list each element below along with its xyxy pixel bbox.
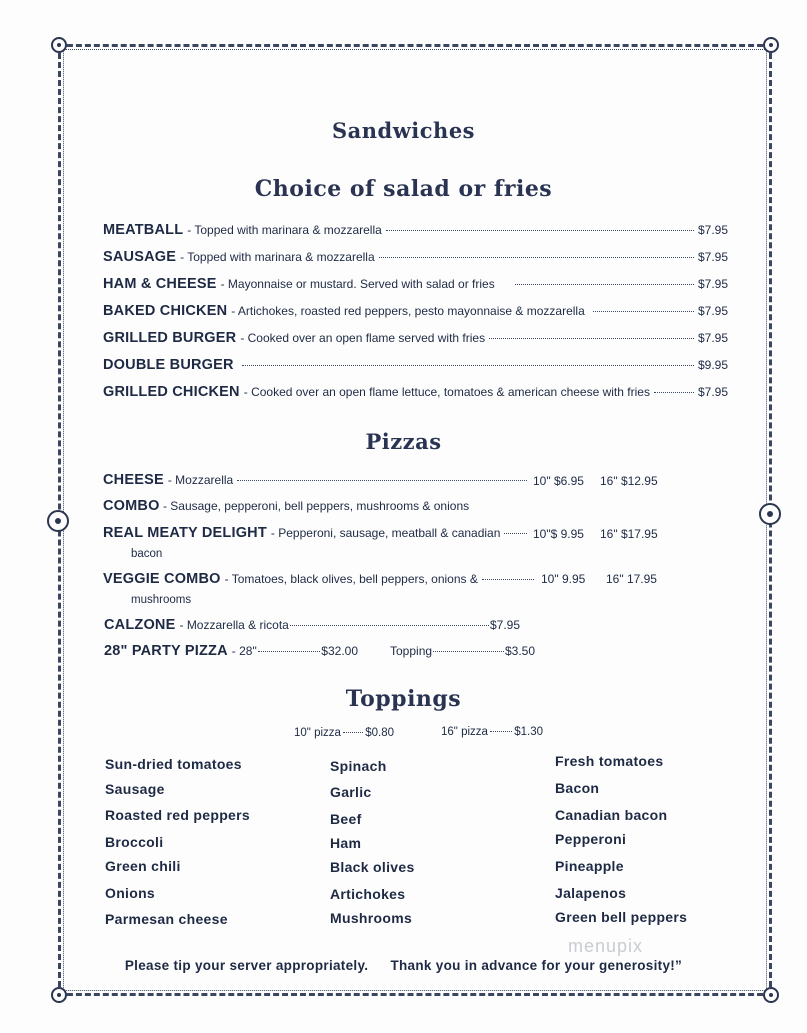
leader-dots bbox=[290, 625, 489, 626]
item-name: COMBO bbox=[103, 498, 160, 514]
topping-item: Parmesan cheese bbox=[105, 911, 228, 927]
item-name: BAKED CHICKEN bbox=[103, 303, 228, 319]
leader-dots bbox=[504, 533, 527, 534]
topping-item: Ham bbox=[330, 835, 362, 851]
topping-item: Sun-dried tomatoes bbox=[105, 756, 242, 772]
menu-item bbox=[103, 249, 728, 265]
topping-item: Pineapple bbox=[555, 858, 624, 874]
item-description: - Cooked over an open flame lettuce, tomatoes & american cheese with fries bbox=[243, 385, 650, 399]
item-description: - Topped with marinara & mozzarella bbox=[180, 250, 375, 264]
item-description: - Tomatoes, black olives, bell peppers, onions & bbox=[224, 572, 478, 586]
corner-knot-icon bbox=[763, 37, 779, 53]
toppings-title: Toppings bbox=[345, 686, 462, 712]
leader-dots bbox=[433, 651, 504, 652]
item-price: $7.95 bbox=[697, 304, 728, 318]
watermark: menupix bbox=[568, 936, 644, 956]
topping-label: Topping bbox=[390, 644, 433, 658]
topping-item: Roasted red peppers bbox=[105, 807, 250, 823]
topping-item: Green chili bbox=[105, 858, 181, 874]
price-16-inch: 16" $12.95 bbox=[600, 474, 658, 488]
pizza-item bbox=[103, 498, 469, 514]
topping-price-16 bbox=[441, 726, 543, 738]
item-description: - Pepperoni, sausage, meatball & canadian bbox=[270, 526, 501, 540]
topping-item: Canadian bacon bbox=[555, 807, 668, 823]
item-name: 28" PARTY PIZZA bbox=[104, 643, 228, 659]
topping-price-line bbox=[390, 644, 535, 658]
topping-item: Mushrooms bbox=[330, 910, 413, 926]
menu-item bbox=[103, 222, 728, 238]
size-price: $1.30 bbox=[514, 726, 543, 738]
topping-price-10 bbox=[294, 727, 394, 739]
item-price: $7.95 bbox=[697, 250, 728, 264]
leader-dots bbox=[379, 257, 694, 258]
topping-item: Spinach bbox=[330, 758, 387, 774]
topping-item: Pepperoni bbox=[555, 831, 627, 847]
leader-dots bbox=[654, 392, 694, 393]
leader-dots bbox=[482, 579, 534, 580]
topping-item: Black olives bbox=[330, 859, 415, 875]
item-price: $32.00 bbox=[321, 644, 358, 658]
item-description: - Mozzarella bbox=[167, 473, 234, 487]
item-description-cont: bacon bbox=[131, 548, 163, 560]
side-knot-icon bbox=[759, 503, 781, 525]
item-name: GRILLED BURGER bbox=[103, 330, 237, 346]
item-description-cont: mushrooms bbox=[131, 594, 192, 606]
menu-item bbox=[103, 303, 728, 319]
corner-knot-icon bbox=[51, 37, 67, 53]
menu-item bbox=[103, 357, 728, 373]
price-10-inch: 10" $6.95 bbox=[533, 474, 584, 488]
pizza-item bbox=[103, 472, 531, 488]
topping-item: Onions bbox=[105, 885, 156, 901]
item-name: CALZONE bbox=[104, 617, 176, 633]
pizza-item bbox=[103, 525, 531, 541]
sandwiches-title: Sandwiches bbox=[331, 118, 476, 143]
item-price: $7.95 bbox=[697, 331, 728, 345]
item-price: $9.95 bbox=[697, 358, 728, 372]
footer-thanks: Thank you in advance for your generosity!” bbox=[390, 958, 683, 973]
item-name: SAUSAGE bbox=[103, 249, 177, 265]
leader-dots bbox=[490, 731, 512, 732]
pizza-item bbox=[104, 643, 358, 659]
leader-dots bbox=[258, 651, 321, 652]
leader-dots bbox=[489, 338, 694, 339]
topping-price: $3.50 bbox=[504, 644, 535, 658]
menu-item bbox=[103, 330, 728, 346]
item-price: $7.95 bbox=[697, 385, 728, 399]
topping-item: Broccoli bbox=[105, 834, 164, 850]
pizza-item bbox=[104, 617, 520, 633]
item-description: - Mayonnaise or mustard. Served with salad or fries bbox=[220, 277, 495, 291]
topping-item: Bacon bbox=[555, 780, 600, 796]
topping-item: Garlic bbox=[330, 784, 372, 800]
price-16-inch: 16" 17.95 bbox=[606, 572, 657, 586]
pizza-item bbox=[103, 571, 538, 587]
item-description: - 28" bbox=[231, 644, 257, 658]
item-price: $7.95 bbox=[697, 277, 728, 291]
price-10-inch: 10"$ 9.95 bbox=[533, 527, 584, 541]
size-label: 10" pizza bbox=[294, 727, 341, 739]
footer-note bbox=[0, 958, 807, 973]
side-knot-icon bbox=[47, 510, 69, 532]
item-name: VEGGIE COMBO bbox=[103, 571, 221, 587]
menu-item bbox=[103, 384, 728, 400]
item-name: GRILLED CHICKEN bbox=[103, 384, 240, 400]
item-price: $7.95 bbox=[489, 618, 520, 632]
topping-item: Beef bbox=[330, 811, 362, 827]
leader-dots bbox=[386, 230, 694, 231]
item-description: - Topped with marinara & mozzarella bbox=[187, 223, 382, 237]
topping-item: Green bell peppers bbox=[555, 909, 688, 925]
item-name: MEATBALL bbox=[103, 222, 184, 238]
item-description: - Sausage, pepperoni, bell peppers, mushrooms & onions bbox=[162, 499, 470, 513]
item-name: CHEESE bbox=[103, 472, 164, 488]
leader-dots bbox=[242, 365, 694, 366]
pizzas-title: Pizzas bbox=[365, 429, 442, 454]
size-label: 16" pizza bbox=[441, 726, 488, 738]
size-price: $0.80 bbox=[365, 727, 394, 739]
footer-tip: Please tip your server appropriately. bbox=[124, 958, 369, 973]
item-description: - Mozzarella & ricota bbox=[179, 618, 289, 632]
price-16-inch: 16" $17.95 bbox=[600, 527, 658, 541]
leader-dots bbox=[237, 480, 527, 481]
menu-item bbox=[103, 276, 728, 292]
topping-item: Jalapenos bbox=[555, 885, 627, 901]
item-name: HAM & CHEESE bbox=[103, 276, 217, 292]
topping-item: Artichokes bbox=[330, 886, 406, 902]
item-description: - Artichokes, roasted red peppers, pesto mayonnaise & mozzarella bbox=[231, 304, 585, 318]
corner-knot-icon bbox=[763, 987, 779, 1003]
price-10-inch: 10" 9.95 bbox=[541, 572, 586, 586]
item-name: DOUBLE BURGER bbox=[103, 357, 234, 373]
item-name: REAL MEATY DELIGHT bbox=[103, 525, 267, 541]
corner-knot-icon bbox=[51, 987, 67, 1003]
leader-dots bbox=[515, 284, 694, 285]
item-description: - Cooked over an open flame served with fries bbox=[240, 331, 486, 345]
item-price: $7.95 bbox=[697, 223, 728, 237]
sandwiches-subtitle: Choice of salad or fries bbox=[254, 176, 553, 202]
leader-dots bbox=[593, 311, 694, 312]
topping-item: Fresh tomatoes bbox=[555, 753, 664, 769]
topping-item: Sausage bbox=[105, 781, 165, 797]
leader-dots bbox=[343, 732, 363, 733]
